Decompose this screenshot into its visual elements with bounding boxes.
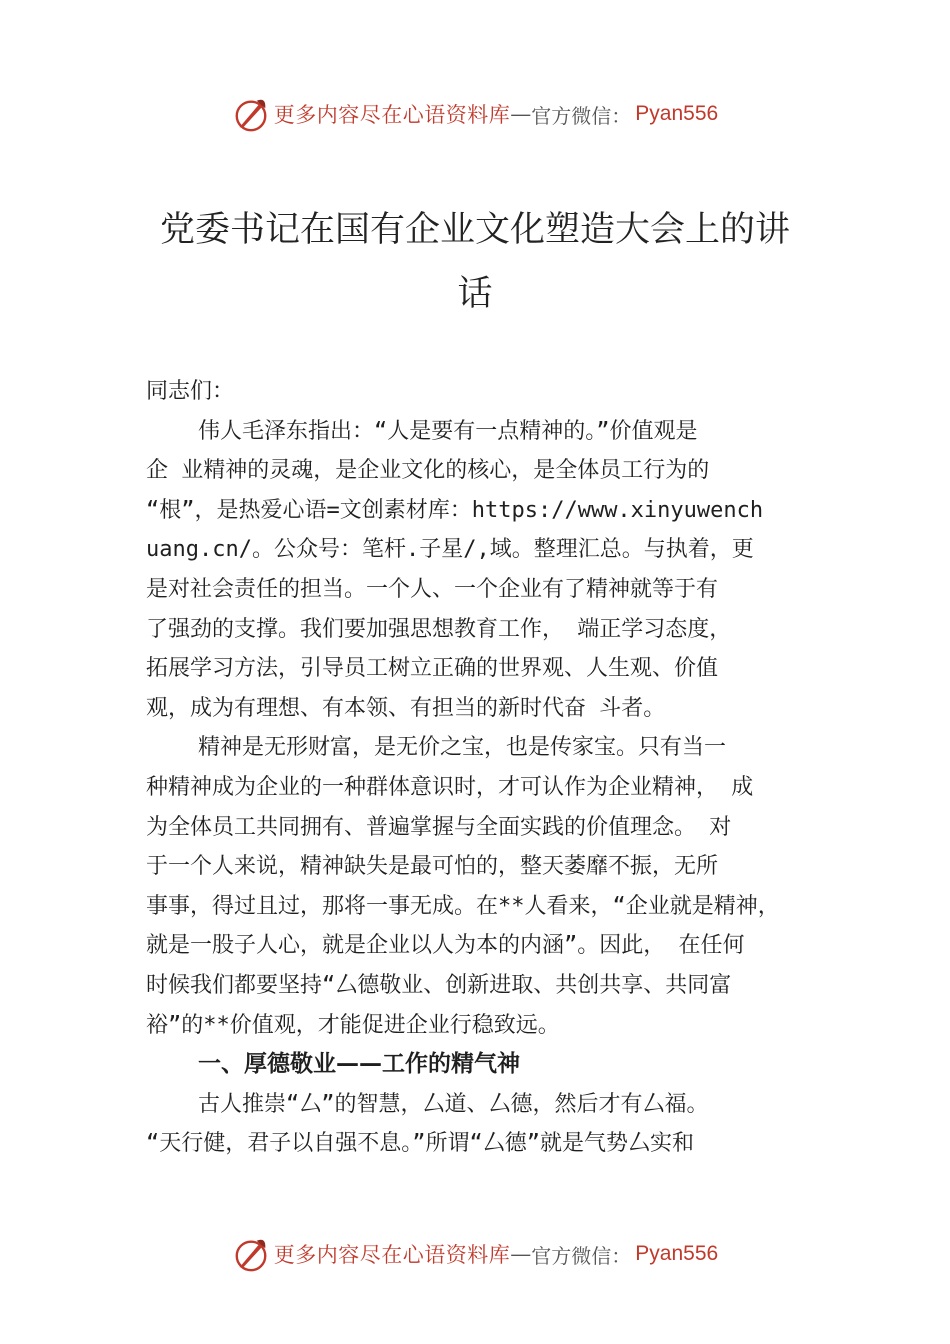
- quill-logo-icon: [232, 95, 270, 133]
- banner-label: 官方微信：: [531, 1243, 632, 1268]
- title-line-1: 党委书记在国有企业文化塑造大会上的讲: [159, 210, 790, 250]
- paragraph-line: 古人推崇“⼛”的智慧，⼛道、⼛德，然后才有⼛福。: [198, 1091, 709, 1117]
- title-line-2: 话: [457, 274, 493, 314]
- paragraph-line: 于一个人来说，精神缺失是最可怕的，整天萎靡不振，无所: [146, 854, 719, 880]
- document-body: [146, 372, 836, 1164]
- quill-logo-icon: [232, 1235, 270, 1273]
- paragraph-line: 事事，得过且过，那将一事无成。在**人看来，“企业就是精神，: [146, 893, 780, 919]
- banner-text: 更多内容尽在心语资料库: [273, 1243, 511, 1267]
- paragraph-line: 观，成为有理想、有本领、有担当的新时代奋 斗者。: [146, 695, 666, 721]
- section-heading: 一、厚德敬业——工作的精气神: [198, 1051, 520, 1078]
- paragraph-line: uang.cn/。公众号：笔杆.子星/,域。整理汇总。与执着，更: [146, 537, 754, 563]
- salutation: 同志们：: [146, 379, 235, 404]
- banner-text: 更多内容尽在心语资料库: [273, 103, 511, 127]
- banner-separator: —: [510, 102, 532, 126]
- paragraph-line: 拓展学习方法，引导员工树立正确的世界观、人生观、价值: [146, 656, 719, 682]
- banner-label: 官方微信：: [531, 103, 632, 128]
- paragraph-line: 裕”的**价值观，才能促进企业行稳致远。: [146, 1012, 560, 1038]
- paragraph-line: 了强劲的支撑。我们要加强思想教育工作， 端正学习态度，: [146, 616, 732, 642]
- paragraph-line: 精神是无形财富，是无价之宝，也是传家宝。只有当一: [198, 735, 727, 761]
- banner-wechat-id: Pyan556: [635, 102, 719, 125]
- paragraph-line: 种精神成为企业的一种群体意识时，才可认作为企业精神， 成: [146, 774, 754, 800]
- paragraph-line: 是对社会责任的担当。一个人、一个企业有了精神就等于有: [146, 576, 719, 602]
- footer-banner: [0, 1232, 950, 1276]
- banner-wechat-id: Pyan556: [635, 1242, 719, 1265]
- paragraph-line: 就是一股子人心，就是企业以人为本的内涵”。因此， 在任何: [146, 933, 745, 959]
- paragraph-line: 为全体员工共同拥有、普遍掌握与全面实践的价值理念。 对: [146, 814, 732, 840]
- paragraph-line: “天行健，君子以自强不息。”所谓“⼛德”就是气势⼛实和: [146, 1131, 694, 1157]
- header-banner: [0, 92, 950, 136]
- document-title: [145, 198, 805, 326]
- paragraph-line: “根”，是热爱心语=文创素材库：https://www.xinyuwench: [146, 497, 764, 523]
- paragraph-line: 时候我们都要坚持“⼛德敬业、创新进取、共创共享、共同富: [146, 972, 732, 998]
- paragraph-line: 企 业精神的灵魂，是企业文化的核心，是全体员工行为的: [146, 458, 710, 484]
- banner-separator: —: [510, 1242, 532, 1266]
- paragraph-line: 伟人毛泽东指出：“人是要有一点精神的。”价值观是: [198, 418, 698, 444]
